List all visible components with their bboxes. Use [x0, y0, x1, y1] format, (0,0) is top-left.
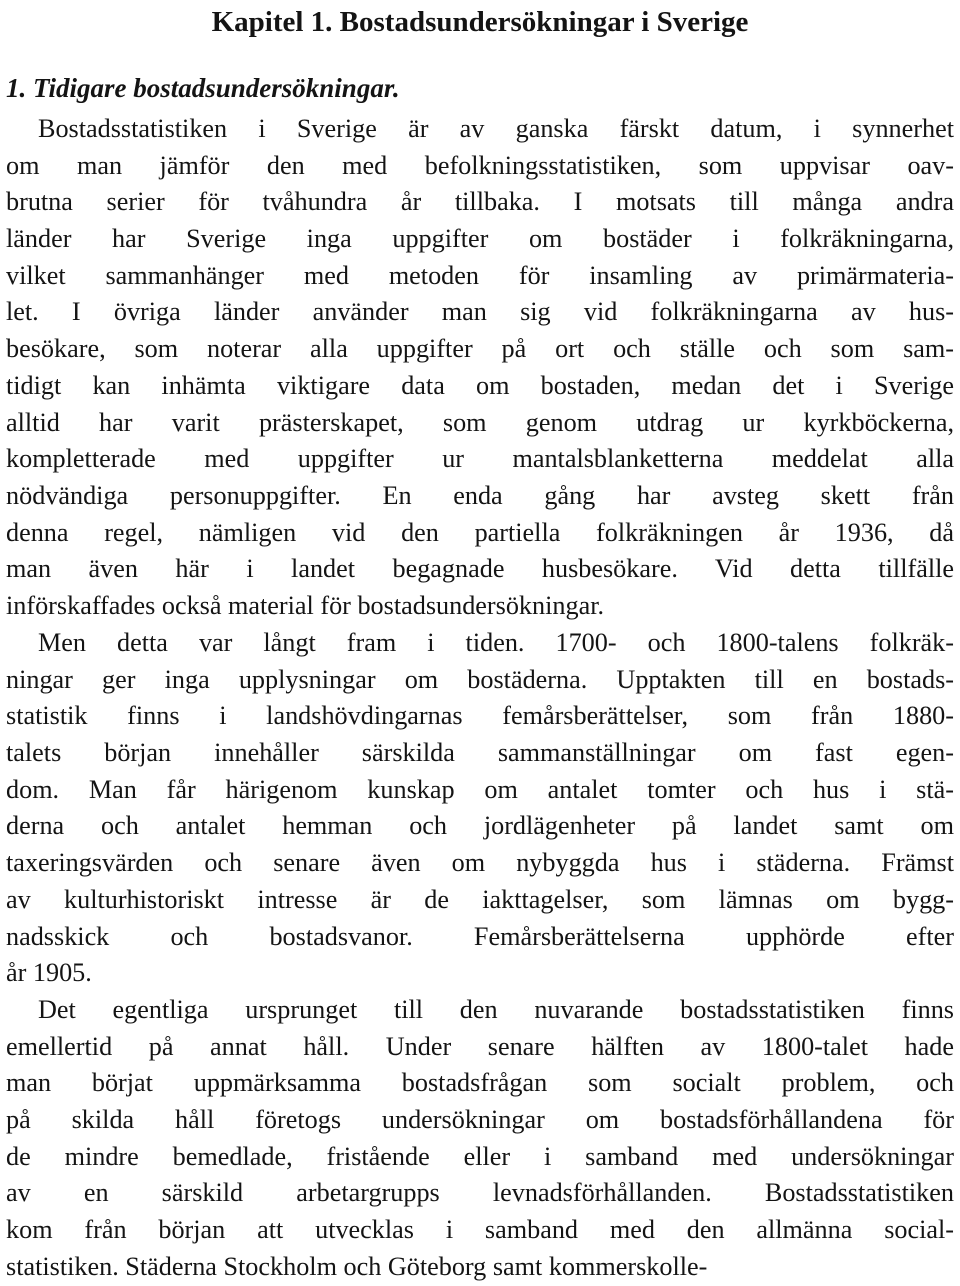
text-line: vilket sammanhänger med metoden för insamling av primärmateria-	[6, 260, 954, 290]
text-line: alltid har varit prästerskapet, som genom utdrag ur kyrkböckerna,	[6, 407, 954, 437]
chapter-title: Kapitel 1. Bostadsundersökningar i Sverige	[211, 6, 749, 38]
paragraph-1	[6, 111, 954, 625]
text-line: man börjat uppmärksamma bostadsfrågan som socialt problem, och	[6, 1068, 954, 1098]
document-page	[6, 0, 954, 1282]
text-line: länder har Sverige inga uppgifter om bostäder i folkräkningarna,	[6, 224, 954, 254]
paragraph-2	[6, 625, 954, 992]
text-line: ningar ger inga upplysningar om bostäderna. Upptakten till en bostads-	[6, 664, 954, 694]
text-line: Det egentliga ursprunget till den nuvarande bostadsstatistiken finns	[38, 995, 954, 1024]
text-line: let. I övriga länder använder man sig vid folkräkningarna av hus-	[6, 297, 954, 327]
text-line: besökare, som noterar alla uppgifter på ort och ställe och som sam-	[6, 334, 954, 364]
text-line: statistiken. Städerna Stockholm och Göteborg samt kommerskolle-	[6, 1251, 708, 1281]
text-line: denna regel, nämligen vid den partiella folkräkningen år 1936, då	[6, 517, 954, 547]
section-heading: 1. Tidigare bostadsundersökningar.	[6, 73, 400, 103]
text-line: taxeringsvärden och senare även om nybyggda hus i städerna. Främst	[6, 848, 954, 878]
text-line: emellertid på annat håll. Under senare hälften av 1800-talet hade	[6, 1031, 954, 1061]
text-line: på skilda håll företogs undersökningar om bostadsförhållandena för	[6, 1105, 954, 1135]
text-line: av kulturhistoriskt intresse är de iakttagelser, som lämnas om bygg-	[6, 884, 954, 914]
text-line: införskaffades också material för bostadsundersökningar.	[6, 590, 605, 620]
text-line: dom. Man får härigenom kunskap om antalet tomter och hus i stä-	[6, 774, 954, 804]
text-line: Bostadsstatistiken i Sverige är av ganska färskt datum, i synnerhet	[38, 114, 954, 143]
text-line: nödvändiga personuppgifter. En enda gång har avsteg skett från	[6, 480, 954, 510]
text-line: av en särskild arbetargrupps levnadsförhållanden. Bostadsstatistiken	[6, 1178, 954, 1208]
text-line: de mindre bemedlade, fristående eller i samband med undersökningar	[6, 1141, 954, 1171]
text-line: derna och antalet hemman och jordlägenheter på landet samt om	[6, 811, 954, 841]
text-line: man även här i landet begagnade husbesökare. Vid detta tillfälle	[6, 554, 954, 584]
text-line: kom från början att utvecklas i samband med den allmänna social-	[6, 1215, 954, 1245]
text-line: nadsskick och bostadsvanor. Femårsberättelserna upphörde efter	[6, 921, 954, 951]
text-line: brutna serier för tvåhundra år tillbaka. I motsats till många andra	[6, 187, 954, 217]
text-line: år 1905.	[6, 958, 92, 988]
text-line: statistik finns i landshövdingarnas femårsberättelser, som från 1880-	[6, 701, 954, 731]
text-line: talets början innehåller särskilda sammanställningar om fast egen-	[6, 738, 954, 768]
paragraph-3	[6, 992, 954, 1286]
text-line: kompletterade med uppgifter ur mantalsblanketterna meddelat alla	[6, 444, 954, 474]
text-line: Men detta var långt fram i tiden. 1700- och 1800-talens folkräk-	[38, 628, 954, 657]
text-line: om man jämför den med befolkningsstatistiken, som uppvisar oav-	[6, 150, 954, 180]
text-line: tidigt kan inhämta viktigare data om bostaden, medan det i Sverige	[6, 370, 954, 400]
